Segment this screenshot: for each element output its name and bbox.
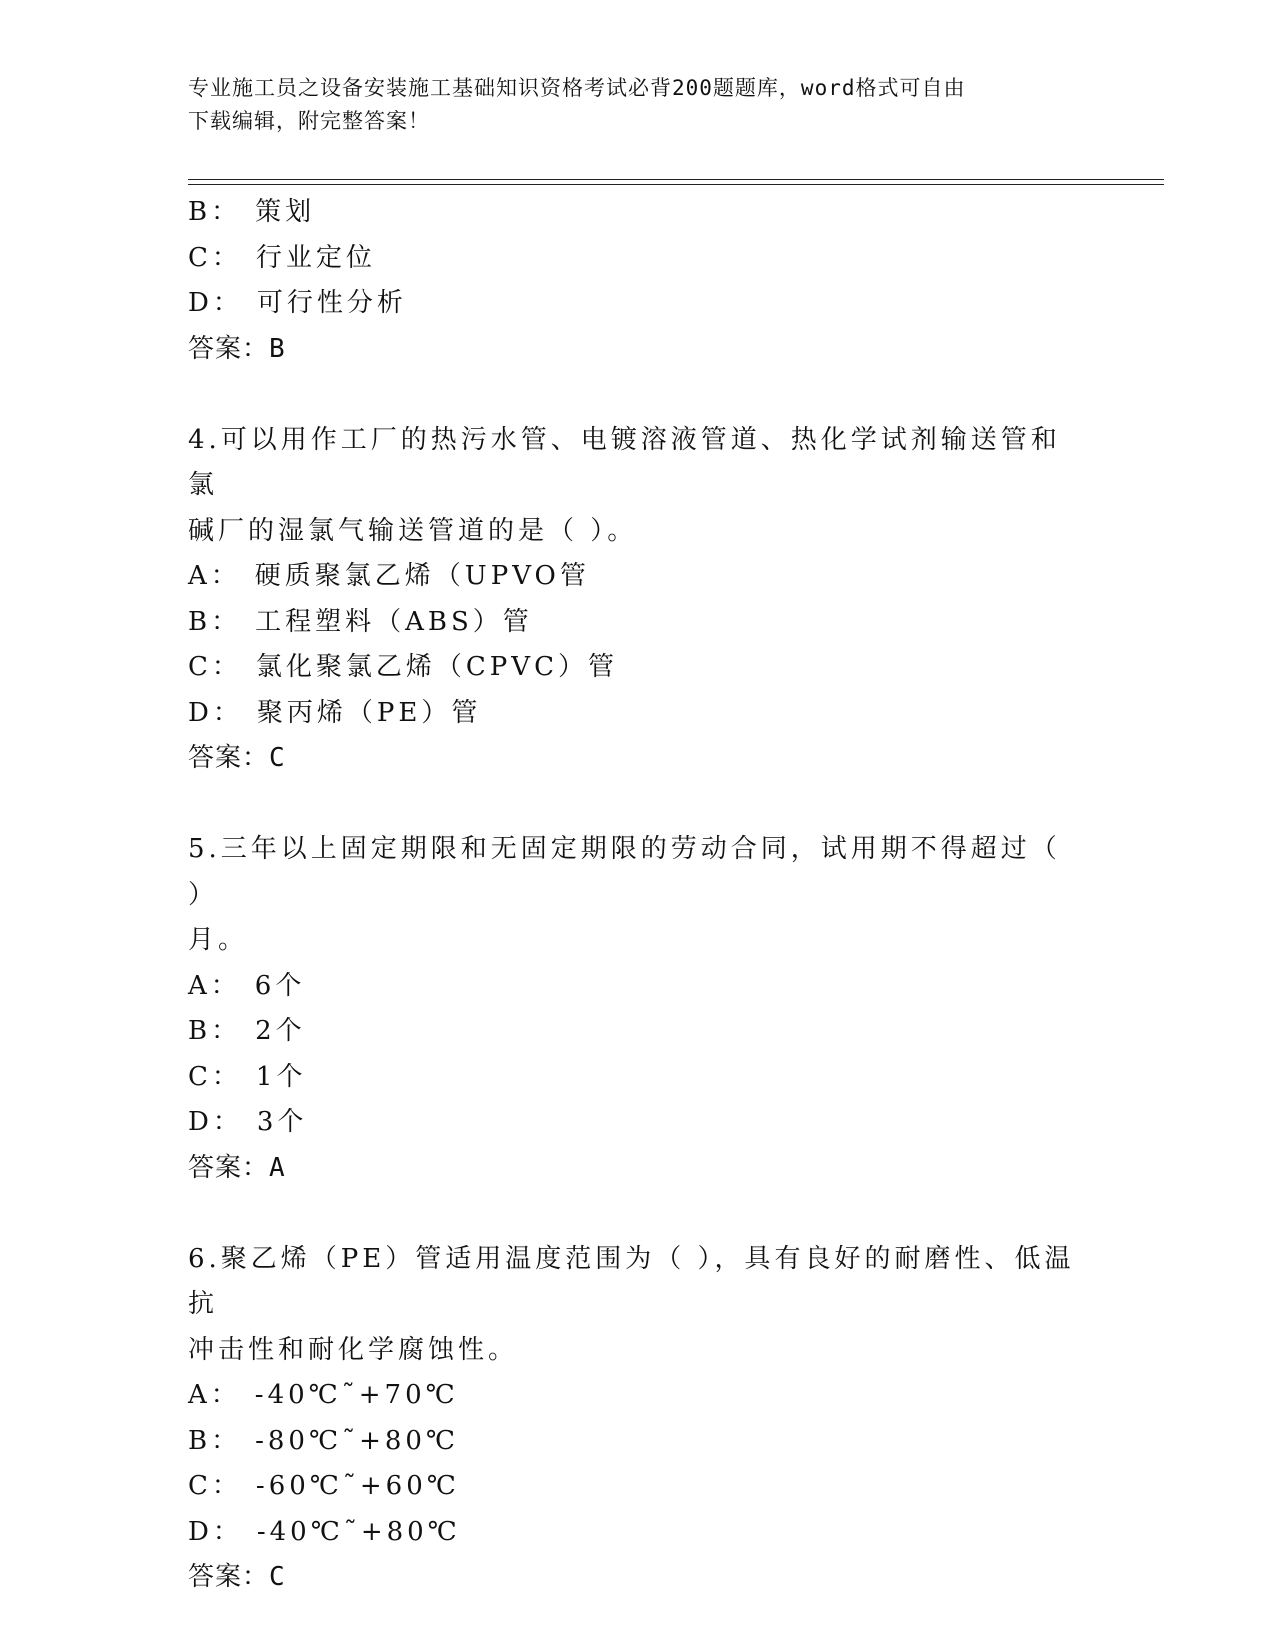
- option-label: B：: [188, 1016, 242, 1046]
- option-text: -40℃˜+80℃: [256, 1516, 461, 1547]
- question-text-line-2: 碱厂的湿氯气输送管道的是（ ）。: [188, 515, 638, 546]
- option-label: D：: [188, 288, 243, 318]
- option-label: D：: [188, 1516, 243, 1547]
- question-text-line-2: 冲击性和耐化学腐蚀性。: [188, 1334, 519, 1365]
- option-text: 6个: [254, 970, 306, 1001]
- option-label: A：: [188, 561, 241, 591]
- option-b: [188, 1009, 1088, 1055]
- answer-value: C: [269, 1562, 286, 1592]
- answer-label: 答案：: [188, 333, 270, 364]
- option-label: B：: [188, 197, 242, 227]
- option-text: 1个: [255, 1061, 307, 1092]
- option-label: C：: [188, 1471, 242, 1501]
- question-4: [188, 418, 1088, 782]
- option-a: [188, 554, 1088, 600]
- option-text: 工程塑料（ABS）管: [255, 606, 533, 637]
- option-text: 3个: [256, 1107, 308, 1137]
- option-label: C：: [188, 652, 242, 682]
- option-text: 硬质聚氯乙烯（UPVO管: [254, 561, 590, 591]
- answer-value: B: [269, 333, 286, 364]
- option-label: A：: [188, 970, 241, 1001]
- option-c: [188, 1055, 1088, 1101]
- option-label: D：: [188, 1107, 243, 1137]
- option-b: [188, 1419, 1088, 1465]
- document-header: [188, 72, 1088, 138]
- option-text: -60℃˜+60℃: [255, 1471, 460, 1501]
- option-label: D：: [188, 697, 243, 728]
- question-6: [188, 1237, 1088, 1601]
- option-label: B：: [188, 1425, 242, 1456]
- option-c: [188, 645, 1088, 691]
- answer-label: 答案：: [188, 743, 270, 773]
- answer-line: [188, 736, 1088, 782]
- header-divider-bottom: [188, 184, 1164, 185]
- option-b: [188, 600, 1088, 646]
- option-a: [188, 964, 1088, 1010]
- answer-line: [188, 1555, 1088, 1601]
- option-a: [188, 1373, 1088, 1419]
- option-text: 氯化聚氯乙烯（CPVC）管: [255, 652, 618, 682]
- option-text: 2个: [255, 1016, 306, 1046]
- header-line-2: 下载编辑，附完整答案！: [188, 109, 430, 133]
- option-d: [188, 1510, 1088, 1556]
- option-text: -40℃˜+70℃: [254, 1380, 459, 1410]
- question-text-line-1: 6.聚乙烯（PE）管适用温度范围为（ ），具有良好的耐磨性、低温抗: [188, 1243, 1075, 1319]
- option-label: A：: [188, 1380, 241, 1410]
- answer-line: [188, 1146, 1088, 1192]
- question-text-line-2: 月。: [188, 925, 249, 955]
- answer-label: 答案：: [188, 1152, 270, 1183]
- option-c: [188, 1464, 1088, 1510]
- question-text-line-1: 5.三年以上固定期限和无固定期限的劳动合同，试用期不得超过（ ）: [188, 834, 1061, 910]
- question-list: [188, 190, 1088, 1601]
- option-d: [188, 281, 1088, 327]
- option-d: [188, 1100, 1088, 1146]
- option-text: 策划: [255, 197, 316, 227]
- question-partial: [188, 190, 1088, 372]
- option-label: C：: [188, 242, 242, 273]
- option-d: [188, 691, 1088, 737]
- question-text-line-1: 4.可以用作工厂的热污水管、电镀溶液管道、热化学试剂输送管和氯: [188, 424, 1061, 500]
- option-text: 聚丙烯（PE）管: [256, 697, 482, 728]
- option-c: [188, 236, 1088, 282]
- header-line-1: 专业施工员之设备安装施工基础知识资格考试必背200题题库，word格式可自由: [188, 76, 966, 100]
- option-label: B：: [188, 606, 242, 637]
- answer-label: 答案：: [188, 1562, 270, 1592]
- option-b: [188, 190, 1088, 236]
- option-text: 行业定位: [255, 242, 376, 273]
- question-5: [188, 827, 1088, 1191]
- answer-line: [188, 327, 1088, 373]
- answer-value: C: [269, 743, 286, 773]
- option-text: 可行性分析: [256, 288, 407, 318]
- answer-value: A: [269, 1152, 286, 1183]
- option-label: C：: [188, 1061, 242, 1092]
- header-divider-top: [188, 179, 1164, 180]
- option-text: -80℃˜+80℃: [255, 1425, 460, 1456]
